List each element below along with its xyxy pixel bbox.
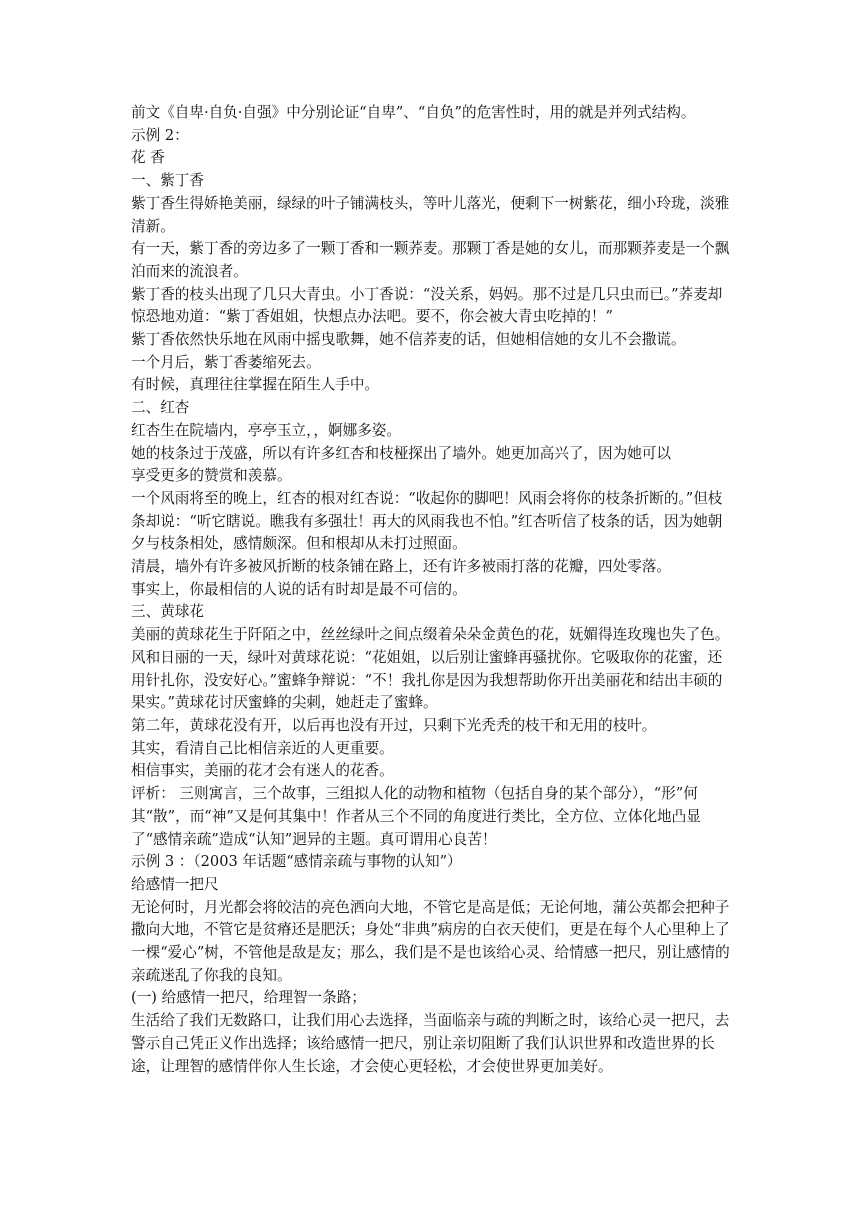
- example-3-heading: 示例 3 ：（2003 年话题“感情亲疏与事物的认知”）: [131, 853, 462, 871]
- paragraph-intro: 前文《自卑·自负·自强》中分别论证“自卑”、“自负”的危害性时，用的就是并列式结构。: [131, 104, 696, 121]
- paragraph-moral: 有时候，真理往往掌握在陌生人手中。: [131, 376, 380, 394]
- paragraph: 风和日丽的一天，绿叶对黄球花说：“花姐姐，以后别让蜜蜂再骚扰你。它吸取你的花蜜，还用针扎你，没安好心。”蜜蜂争辩说：“不！我扎你是因为我想帮助你开出美丽花和结出丰硕的果实。”黄球花讨厌蜜蜂的尖刺，她赶走了蜜蜂。: [131, 648, 723, 712]
- paragraph: 一个月后，紫丁香萎缩死去。: [131, 353, 321, 371]
- paragraph: 有一天，紫丁香的旁边多了一颗丁香和一颗荞麦。那颗丁香是她的女儿，而那颗荞麦是一个飘泊而来的流浪者。: [131, 240, 730, 280]
- paragraph: 第二年，黄球花没有开，以后再也没有开过，只剩下光秃秃的枝干和无用的枝叶。: [131, 716, 657, 734]
- paragraph: 一个风雨将至的晚上，红杏的根对红杏说：“收起你的脚吧！风雨会将你的枝条折断的。”但枝条却说：“听它瞎说。瞧我有多强壮！再大的风雨我也不怕。”红杏听信了枝条的话，因为她朝夕与枝条相处，感情颇深。但和根却从未打过照面。: [131, 489, 723, 553]
- section-heading-yellow-ball-flower: 三、黄球花: [131, 603, 204, 621]
- paragraph: 清晨，墙外有许多被风折断的枝条铺在路上，还有许多被雨打落的花瓣，四处零落。: [131, 558, 671, 576]
- paragraph-moral: 其实，看清自己比相信亲近的人更重要。: [131, 739, 394, 757]
- paragraph: 紫丁香的枝头出现了几只大青虫。小丁香说：“没关系，妈妈。那不过是几只虫而已。”荞麦却惊恐地劝道：“紫丁香姐姐，快想点办法吧。要不，你会被大青虫吃掉的！”: [131, 285, 723, 326]
- paragraph: 无论何时，月光都会将皎洁的亮色洒向大地，不管它是高是低；无论何地，蒲公英都会把种子撒向大地，不管它是贫瘠还是肥沃；身处“非典”病房的白衣天使们，更是在每个人心里种上了一棵“爱心”树，不管他是敌是友；那么，我们是不是也该给心灵、给情感一把尺，别让感情的亲疏迷乱了你我的良知。: [131, 898, 730, 984]
- story-title-flower-fragrance: 花 香: [131, 149, 165, 167]
- paragraph: 她的枝条过于茂盛，所以有许多红杏和枝桠探出了墙外。她更加高兴了，因为她可以: [131, 444, 671, 462]
- paragraph: 美丽的黄球花生于阡陌之中，丝丝绿叶之间点缀着朵朵金黄色的花，妩媚得连玫瑰也失了色。: [131, 626, 730, 644]
- paragraph-moral: 相信事实，美丽的花才会有迷人的花香。: [131, 762, 394, 780]
- paragraph: 生活给了我们无数路口，让我们用心去选择，当面临亲与疏的判断之时，该给心灵一把尺，去警示自己凭正义作出选择；该给感情一把尺，别让亲切阻断了我们认识世界和改造世界的长途，让理智的感情伴你人生长途，才会使心更轻松，才会使世界更加美好。: [131, 1012, 730, 1075]
- essay-title: 给感情一把尺: [131, 875, 219, 893]
- section-heading-red-apricot: 二、红杏: [131, 399, 190, 417]
- paragraph: 紫丁香依然快乐地在风雨中摇曳歌舞，她不信荞麦的话，但她相信她的女儿不会撒谎。: [131, 331, 686, 349]
- paragraph-moral: 事实上，你最相信的人说的话有时却是最不可信的。: [131, 580, 467, 598]
- paragraph: 红杏生在院墙内，亭亭玉立，，婀娜多姿。: [131, 421, 401, 439]
- subsection-heading: (一) 给感情一把尺，给理智一条路；: [131, 989, 366, 1007]
- section-heading-lilac: 一、紫丁香: [131, 172, 204, 190]
- paragraph-commentary: 评析： 三则寓言，三个故事，三组拟人化的动物和植物（包括自身的某个部分），“形”何其“散”，而“神”又是何其集中！作者从三个不同的角度进行类比，全方位、立体化地凸显了“感情亲疏”造成“认知”迥异的主题。真可谓用心良苦！: [131, 785, 701, 848]
- example-2-heading: 示例 2：: [131, 126, 189, 144]
- paragraph: 享受更多的赞赏和羡慕。: [131, 467, 292, 485]
- paragraph: 紫丁香生得娇艳美丽，绿绿的叶子铺满枝头，等叶儿落光，便剩下一树紫花，细小玲珑，淡雅清新。: [131, 194, 730, 235]
- document-body: [131, 102, 731, 1078]
